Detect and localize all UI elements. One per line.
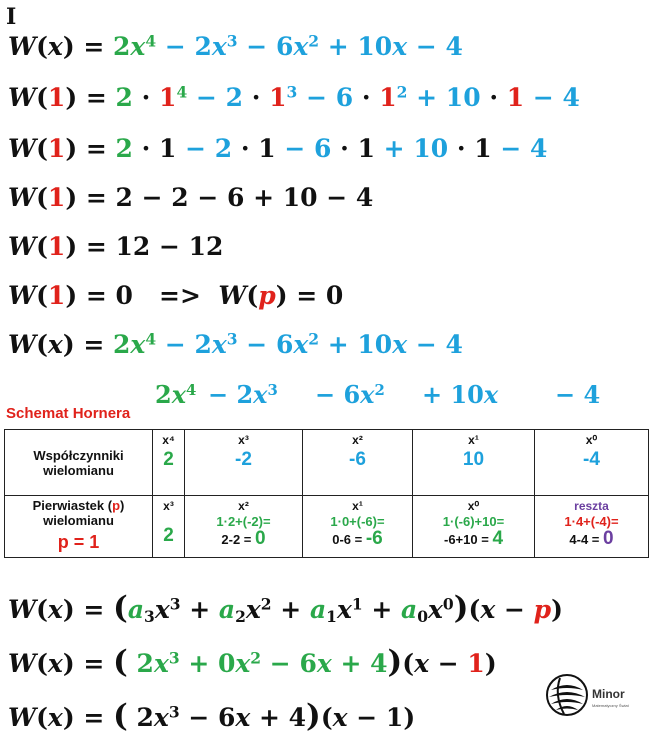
section-heading: I: [6, 4, 17, 30]
equation-line-3: W(1) = 2 · 1 − 2 · 1 − 6 · 1 + 10 · 1 − 4: [8, 134, 548, 163]
coef-value: -4: [583, 449, 600, 470]
horner-cell-x3: [153, 496, 185, 558]
coefficient-term-5: − 4: [555, 380, 601, 409]
power-label: x³: [163, 499, 174, 513]
factored-final: W(x) = ( $2x^3 - 6x + 4)(x - 1)$: [8, 698, 416, 734]
coefficients-label: Współczynniki wielomianu: [5, 430, 153, 496]
horner-table: [4, 429, 649, 558]
logo-subtitle: Matematyczny Świat: [592, 703, 629, 708]
equation-line-4: W(1) = 2 − 2 − 6 + 10 − 4: [8, 183, 374, 212]
schema-title: Schemat Hornera: [6, 405, 131, 422]
remainder-label: reszta: [574, 499, 609, 513]
power-label: x²: [238, 499, 249, 513]
power-label: x⁴: [162, 433, 175, 447]
power-label: x³: [238, 433, 249, 447]
coef-value: 2: [163, 449, 174, 470]
equation-line-5: W(1) = 12 − 12: [8, 232, 224, 261]
coefficients-row: [5, 430, 649, 496]
equation-line-7: $W(x) = 2x^4 - 2x^3 - 6x^2 + 10x - 4$: [8, 329, 463, 359]
coef-value: -6: [349, 449, 366, 470]
root-row: [5, 496, 649, 558]
power-label: x¹: [352, 499, 363, 513]
horner-cell-x0: x⁰ 1·(-6)+10= -6+10 = 4: [413, 496, 535, 558]
equation-line-2: $W(1) = 2 \cdot 1^4 - 2 \cdot 1^3 - 6 \cdot 1^2 + 10 \cdot 1 - 4$: [8, 82, 580, 112]
power-label: x²: [352, 433, 363, 447]
coef-cell-x4: [153, 430, 185, 496]
factored-substituted: W(x) = ( $2x^3 + 0x^2 - 6x + 4)(x - 1)$: [8, 644, 497, 680]
coefficient-term-2: − $2x^3$: [208, 380, 278, 409]
horner-result: -6: [365, 528, 383, 549]
root-label: Pierwiastek (p) wielomianu p = 1: [5, 496, 153, 558]
power-label: x⁰: [585, 433, 598, 447]
horner-formula: 1·2+(-2)=: [216, 514, 271, 529]
equation-line-1: $W(x) = 2x^4 - 2x^3 - 6x^2 + 10x - 4$: [8, 31, 463, 61]
horner-formula: 1·0+(-6)=: [330, 514, 385, 529]
factored-general: $W(x) = (a_3x^3 + a_2x^2 + a_1x^1 + a_0x^0)(x - p)$: [8, 590, 563, 626]
equation-line-6: W(1) = 0 => W(p) = 0: [8, 281, 344, 310]
minor-logo: [544, 672, 648, 724]
horner-formula: 1·(-6)+10=: [442, 514, 505, 529]
horner-cell-remainder: reszta 1·4+(-4)= 4-4 = 0: [535, 496, 649, 558]
power-label: x⁰: [467, 499, 480, 513]
coef-cell-x1: [413, 430, 535, 496]
coefficient-term-3: − $6x^2$: [315, 380, 385, 409]
coef-cell-x2: [303, 430, 413, 496]
horner-formula: 1·4+(-4)=: [564, 514, 619, 529]
coefficient-term-4: + 10x: [422, 380, 499, 409]
coef-cell-x0: [535, 430, 649, 496]
horner-result: 0: [255, 528, 266, 549]
coef-value: 10: [462, 449, 485, 470]
coefficient-term-1: $2x^4$: [155, 380, 197, 409]
coef-value: -2: [235, 449, 252, 470]
horner-result: 4: [492, 528, 504, 549]
horner-value: 2: [163, 525, 174, 546]
horner-cell-x2: x² 1·2+(-2)= 2-2 = 0: [185, 496, 303, 558]
horner-cell-x1: x¹ 1·0+(-6)= 0-6 = -6: [303, 496, 413, 558]
globe-logo-icon: [544, 672, 590, 718]
logo-name: Minor: [592, 687, 625, 701]
root-value: p = 1: [57, 532, 100, 552]
power-label: x¹: [468, 433, 479, 447]
coef-cell-x3: [185, 430, 303, 496]
remainder-result: 0: [603, 528, 614, 549]
